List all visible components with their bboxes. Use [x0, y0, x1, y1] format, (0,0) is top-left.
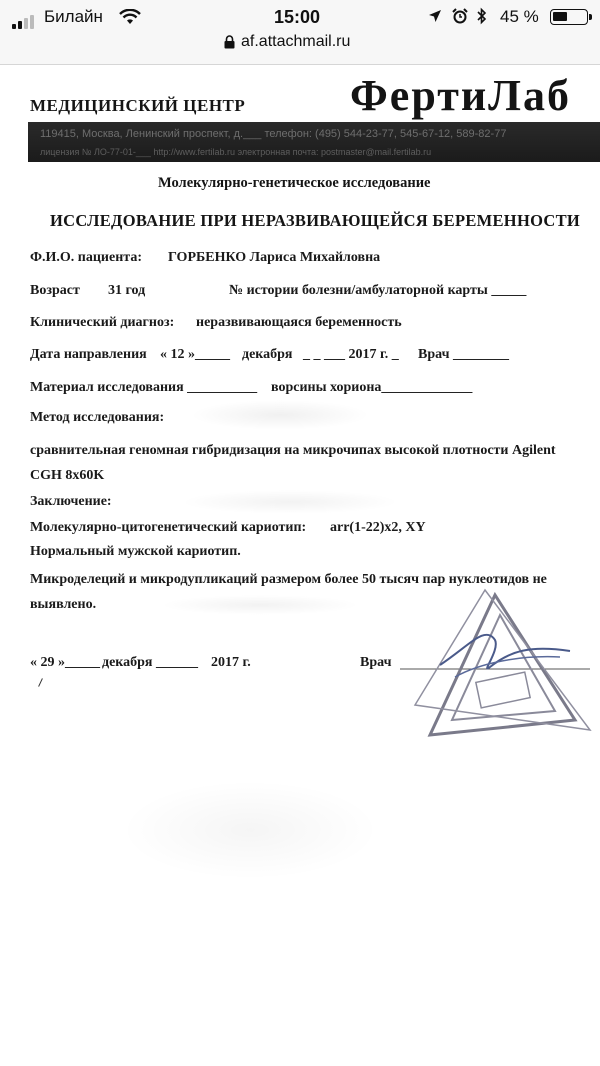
signature-year: 2017 г.: [211, 655, 251, 670]
age-label: Возраст: [30, 283, 80, 298]
bleed-through-smudge: [190, 400, 370, 430]
carrier-name: Билайн: [44, 7, 103, 26]
diagnosis-label: Клинический диагноз:: [30, 315, 175, 330]
address-bar-url[interactable]: af.attachmail.ru: [241, 33, 351, 50]
referral-day: « 12 »_____: [160, 347, 230, 362]
patient-label: Ф.И.О. пациента:: [30, 250, 142, 265]
location-arrow-icon: [428, 9, 442, 23]
bleed-through-smudge: [160, 595, 360, 615]
record-number-label: № истории болезни/амбулаторной карты _____: [229, 283, 527, 298]
battery-level-fill: [553, 12, 567, 21]
microdeletion-line-1: Микроделеций и микродупликаций размером более 50 тысяч пар нуклеотидов не: [30, 572, 547, 587]
method-line-1: сравнительная геномная гибридизация на микрочипах высокой плотности Agilent: [30, 443, 556, 458]
clinic-address-line: 119415, Москва, Ленинский проспект, д.___ телефон: (495) 544-23-77, 545-67-12, 589-82-77: [40, 128, 507, 140]
browser-status-bar: [0, 0, 600, 65]
referral-doctor: Врач ________: [418, 347, 509, 362]
microdeletion-line-2: выявлено.: [30, 597, 97, 612]
method-label: Метод исследования:: [30, 410, 165, 425]
signature-day: « 29 »_____: [30, 655, 100, 670]
document-title: ИССЛЕДОВАНИЕ ПРИ НЕРАЗВИВАЮЩЕЙСЯ БЕРЕМЕННОСТИ: [50, 211, 581, 230]
clock-time: 15:00: [274, 7, 321, 27]
document-subtitle: Молекулярно-генетическое исследование: [158, 175, 431, 191]
referral-year: _ _ ___ 2017 г. _: [303, 347, 399, 362]
medical-center-label: МЕДИЦИНСКИЙ ЦЕНТР: [30, 96, 246, 115]
bleed-through-smudge: [120, 780, 380, 880]
clinic-license-line: лицензия № ЛО-77-01-___ http://www.fertilab.ru электронная почта: postmaster@mail.fertilab.ru: [40, 147, 432, 157]
signature-doctor-label: Врач: [360, 655, 392, 670]
battery-icon: [550, 9, 588, 25]
normal-karyotype-line: Нормальный мужской кариотип.: [30, 544, 241, 559]
signal-strength-icon: [12, 10, 36, 24]
referral-month: декабря: [242, 347, 293, 362]
signature-month: декабря ______: [102, 655, 199, 670]
method-line-2: CGH 8x60K: [30, 468, 105, 483]
battery-percent: 45 %: [500, 7, 539, 26]
age-value: 31 год: [108, 283, 146, 298]
margin-mark: [38, 678, 43, 687]
material-label: Материал исследования __________: [30, 380, 258, 395]
doctor-stamp-and-signature: [400, 585, 600, 755]
alarm-clock-icon: [452, 8, 468, 24]
patient-name: ГОРБЕНКО Лариса Михайловна: [168, 250, 381, 265]
bluetooth-icon: [476, 7, 488, 25]
material-value: ворсины хориона_____________: [271, 380, 473, 395]
karyotype-label: Молекулярно-цитогенетический кариотип:: [30, 520, 307, 535]
header-contact-banner: [28, 122, 600, 162]
conclusion-label: Заключение:: [30, 494, 112, 509]
referral-date-label: Дата направления: [30, 347, 147, 362]
diagnosis-value: неразвивающаяся беременность: [196, 315, 402, 330]
fertilab-logo: ФертиЛаб: [350, 71, 571, 120]
bleed-through-smudge: [180, 490, 400, 514]
wifi-icon: [118, 9, 142, 25]
lock-icon: [224, 35, 235, 49]
karyotype-value: arr(1-22)x2, XY: [330, 520, 426, 535]
